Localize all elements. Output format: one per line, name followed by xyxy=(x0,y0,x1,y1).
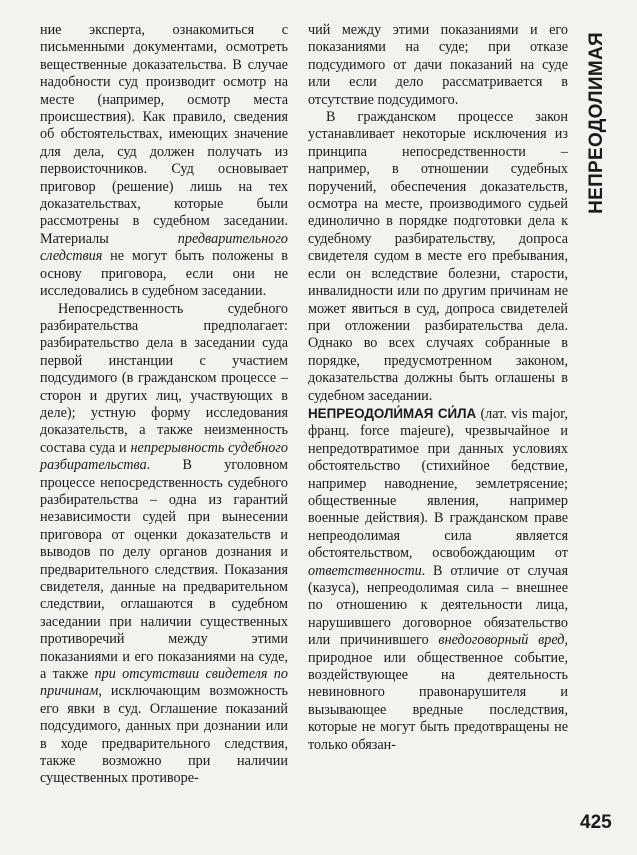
cross-reference[interactable]: при отсутствии свидетеля по причинам xyxy=(40,666,288,700)
paragraph-text: , исключающим возможность его явки в суд. Оглашение показаний подсудимого, данных при дознании или в ходе предварительного следствия, также возможно при наличии существенных противоре- xyxy=(40,683,288,787)
paragraph-text: не могут быть положены в основу приговора, если они не исследовались в судебном заседании. xyxy=(40,248,288,300)
right-column xyxy=(308,22,568,754)
running-head-label: НЕПРЕОДОЛИМАЯ xyxy=(586,31,607,214)
cross-reference[interactable]: непрерывность судебного разбирательства xyxy=(40,439,288,474)
paragraph-text: (лат. vis major, франц. force majeure), чрезвычайное и непредотвратимое при данных условиях обстоятельство (стихийное бедствие, например наводнение, землетрясение; общественные явления, например военные действия). В гражданском праве непреодолимая сила является обстоятельством, освобождающим от xyxy=(308,405,568,562)
paragraph-text: . В уголовном процессе непосредственность судебного разбирательства – одна из гарантий независимости судей при вынесении приговора от оценки доказательств и выводов по делу органов дознания и предварительного следствия. Показания свидетеля, данные на предварительном следствии, оглашаются в судебном заседании при наличии существенных противоречий между этими показаниями и его показаниями на суде, а также xyxy=(40,457,288,683)
cross-reference[interactable]: внедоговорный вред xyxy=(438,632,565,649)
paragraph: чий между этими показаниями и его показаниями на суде; при отказе подсудимого от дачи показаний на суде или если дело рассматривается в отсутствие подсудимого. xyxy=(308,22,568,108)
running-head xyxy=(582,20,612,225)
paragraph: В гражданском процессе закон устанавливает некоторые исключения из принципа непосредственности – например, в отношении судебных поручений, обеспечения доказательств, осмотра на месте, производимого судьей единолично в порядке подготовки дела к судебному разбирательству, допроса свидетеля судом в месте его пребывания, если он вследствие болезни, старости, инвалидности или по другим причинам не может явиться в суд, допроса свидетелей при отложении разбирательства дела. Однако во всех случаях собранные в порядке, предусмотренном законом, доказательства должны быть оглашены в судебном заседании. xyxy=(308,109,568,404)
paragraph-text: ние эксперта, ознакомиться с письменными документами, осмотреть вещественные доказательства. В случае надобности суд производит осмотр на месте (например, осмотр места происшествия). Как правило, сведения об обстоятельствах, имеющих значение для дела, суд должен получать из первоисточников. Суд основывает приговор (решение) лишь на тех доказательствах, которые были рассмотрены в судебном заседании. Материалы xyxy=(40,22,288,247)
paragraph-text: . В отличие от случая (казуса), непреодолимая сила – внешнее по отношению к деятельности лица, нарушившего договорное обязательство или причинившего xyxy=(308,562,568,649)
cross-reference[interactable]: предварительного следствия xyxy=(40,230,288,265)
paragraph xyxy=(40,22,288,301)
paragraph xyxy=(40,301,288,788)
page-number: 425 xyxy=(580,812,612,833)
paragraph-text: , природное или общественное событие, воздействующее на деятельность невиновного правонарушителя и вызывающее вредные последствия, которые не могут быть предотвращены не только обязан- xyxy=(308,632,568,753)
dictionary-entry xyxy=(308,405,568,754)
entry-headword: НЕПРЕОДОЛИ́МАЯ СИ́ЛА xyxy=(308,405,477,421)
paragraph-text: Непосредственность судебного разбирательства предполагает: разбирательство дела в заседании суда первой инстанции с участием подсудимого (в гражданском процессе – сторон и других лиц, участвующих в деле); устную форму исследования доказательств, а также неизменность состава суда и xyxy=(40,300,288,456)
cross-reference[interactable]: ответственности xyxy=(308,562,422,579)
left-column xyxy=(40,22,288,788)
